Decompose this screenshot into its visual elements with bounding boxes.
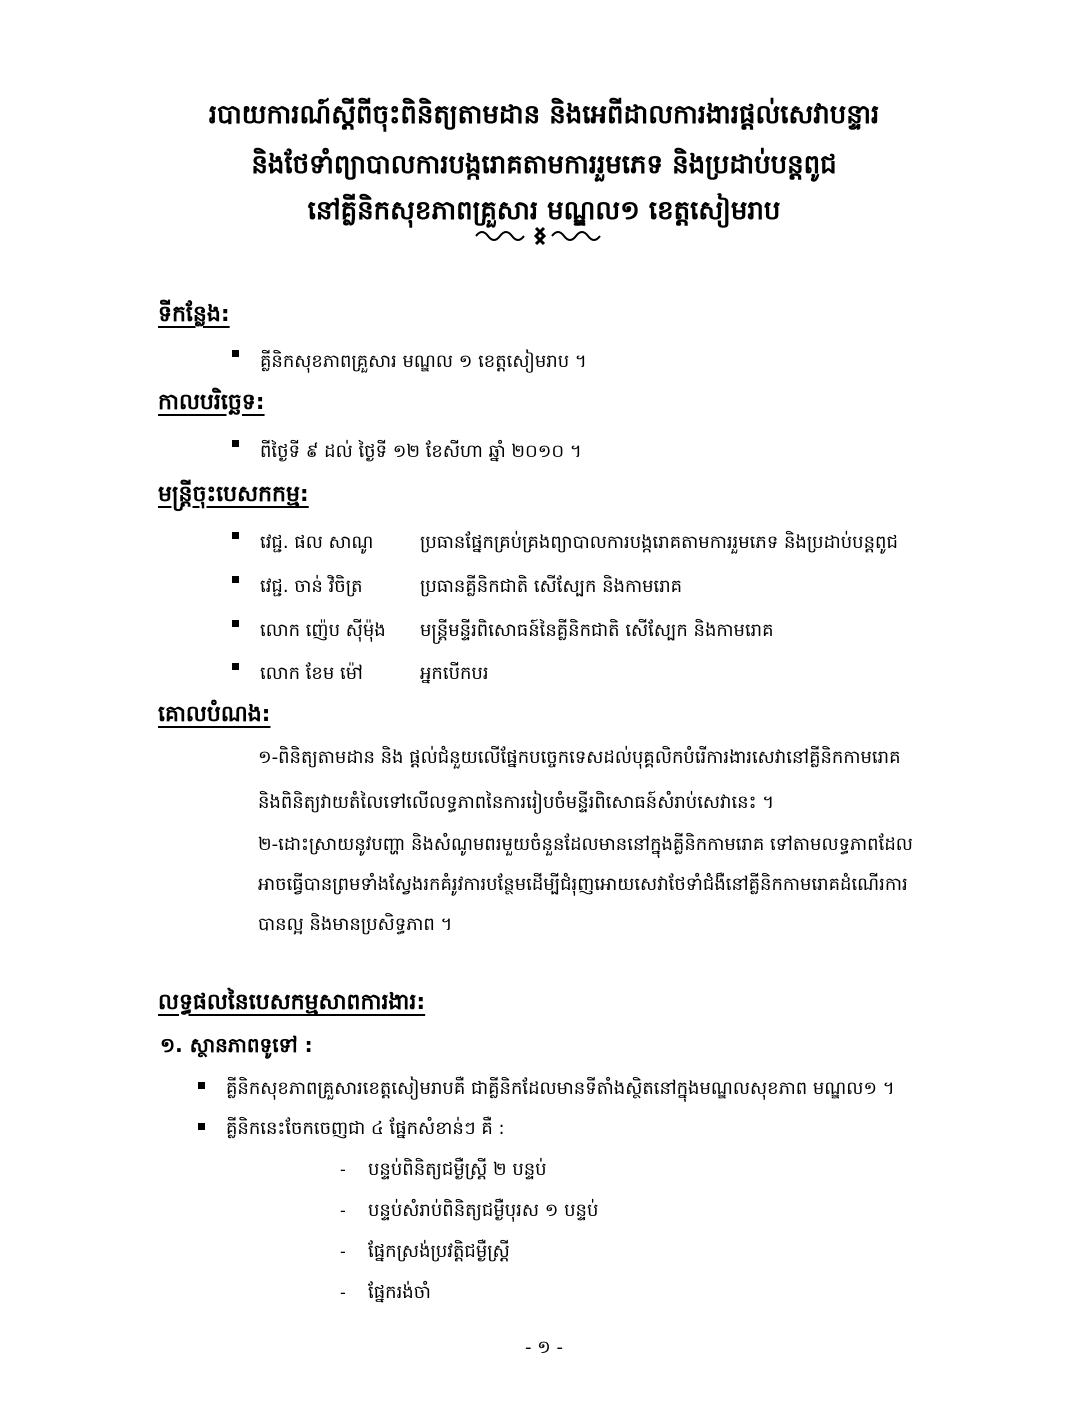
- objective-line: អាចធ្វើបានព្រមទាំងស្វែងរកគំរូវការបន្ថែមដើម្បីជំរុញអោយសេវាថែទាំជំងឺនៅគ្លីនិកកាមរោគដំណើរការ: [258, 874, 908, 895]
- objective-line: ២-ដោះស្រាយនូវបញ្ហា និងសំណូមពរមួយចំនួនដែលមាននៅក្នុងគ្លីនិកកាមរោគ ទៅតាមលទ្ធភាពដែល: [258, 834, 913, 855]
- title-line-2: និងថែទាំព្យាបាលការបង្ករោគតាមការរួមភេទ និងប្រដាប់បន្តពូជ: [251, 150, 837, 180]
- page-number: - ១ -: [524, 1337, 564, 1358]
- official-role: អ្នកបើកបរ: [420, 663, 489, 684]
- bullet-icon: [232, 440, 239, 447]
- official-role: ប្រធានគ្លីនិកជាតិ សើស្បែក និងកាមរោគ: [420, 576, 683, 597]
- bullet-icon: [232, 350, 239, 357]
- title-line-3: នៅគ្លីនិកសុខភាពគ្រួសារ មណ្ឌល១ ខេត្តសៀមរាប: [307, 196, 781, 226]
- period-item: ពីថ្ងៃទី ៩ ដល់ ថ្ងៃទី ១២ ខែសីហា ឆ្នាំ ២០១០ ។: [260, 441, 582, 462]
- ornament-divider: [474, 225, 614, 247]
- objective-line: ១-ពិនិត្យតាមដាន និង ផ្តល់ជំនួយលើផ្នែកបច្ចេកទេសដល់បុគ្គលិកបំរើការងារសេវានៅគ្លីនិកកាមរោគ: [258, 747, 901, 768]
- results-subitem: ផ្នែករង់ចាំ: [368, 1282, 431, 1303]
- results-subitem: បន្ទប់សំរាប់ពិនិត្យជម្ងឺបុរស ១ បន្ទប់: [368, 1200, 599, 1221]
- objective-line: បានល្អ និងមានប្រសិទ្ធភាព ។: [258, 914, 453, 935]
- dash-icon: -: [340, 1160, 346, 1179]
- results-bullet: គ្លីនិកនេះចែកចេញជា ៤ ផ្នែកសំខាន់ៗ គឺ :: [226, 1118, 505, 1139]
- official-role: មន្ត្រីមន្ទីរពិសោធន៍នៃគ្លីនិកជាតិ សើស្បែក និងកាមរោគ: [420, 620, 774, 641]
- dash-icon: -: [340, 1242, 346, 1261]
- objectives-heading: គោលបំណង:: [158, 702, 271, 727]
- results-subitem: ផ្នែកស្រង់ប្រវត្តិជម្ងឺស្ត្រី: [368, 1241, 510, 1262]
- bullet-icon: [232, 620, 239, 627]
- objective-line: និងពិនិត្យវាយតំលៃទៅលើលទ្ធភាពនៃការរៀបចំមន្ទីរពិសោធន៍សំរាប់សេវានេះ ។: [258, 792, 775, 813]
- title-line-1: របាយការណ៍ស្តីពីចុះពិនិត្យតាមដាន និងអេពីដាលការងារផ្តល់សេវាបន្ទារ: [208, 100, 880, 130]
- location-item: គ្លីនិកសុខភាពគ្រួសារ មណ្ឌល ១ ខេត្តសៀមរាប ។: [260, 351, 587, 372]
- official-name: លោក ខែម ម៉ៅ: [260, 663, 363, 684]
- bullet-icon: [232, 576, 239, 583]
- results-subitem: បន្ទប់ពិនិត្យជម្ងឺស្ត្រី ២ បន្ទប់: [368, 1159, 547, 1180]
- dash-icon: -: [340, 1201, 346, 1220]
- location-heading: ទីកន្លែង:: [158, 302, 230, 327]
- dash-icon: -: [340, 1283, 346, 1302]
- bullet-icon: [232, 532, 239, 539]
- results-heading: លទ្ធផលនៃបេសកម្មសាពការងារ:: [158, 990, 426, 1015]
- results-bullet: គ្លីនិកសុខភាពគ្រួសារខេត្តសៀមរាបគឺ ជាគ្លីនិកដែលមានទីតាំងស្ថិតនៅក្នុងមណ្ឌលសុខភាព មណ្ឌល១ ។: [226, 1078, 895, 1099]
- official-name: វេជ្ជ. ផល សាណូ: [260, 532, 374, 553]
- bullet-icon: [198, 1082, 205, 1089]
- officials-heading: មន្ត្រីចុះបេសកកម្ម:: [158, 482, 309, 507]
- results-subheading: ១. ស្ថានភាពទូទៅ :: [160, 1033, 313, 1057]
- official-name: វេជ្ជ. ចាន់ វិចិត្រ: [260, 576, 363, 597]
- official-role: ប្រធានផ្នែកគ្រប់គ្រងព្យាបាលការបង្ករោគតាមការរួមភេទ និងប្រដាប់បន្តពូជ: [420, 532, 898, 553]
- official-name: លោក ញ៉េប ស៊ីម៉ុង: [260, 620, 386, 641]
- bullet-icon: [232, 663, 239, 670]
- bullet-icon: [198, 1123, 205, 1130]
- period-heading: កាលបរិច្ឆេទ:: [158, 390, 265, 415]
